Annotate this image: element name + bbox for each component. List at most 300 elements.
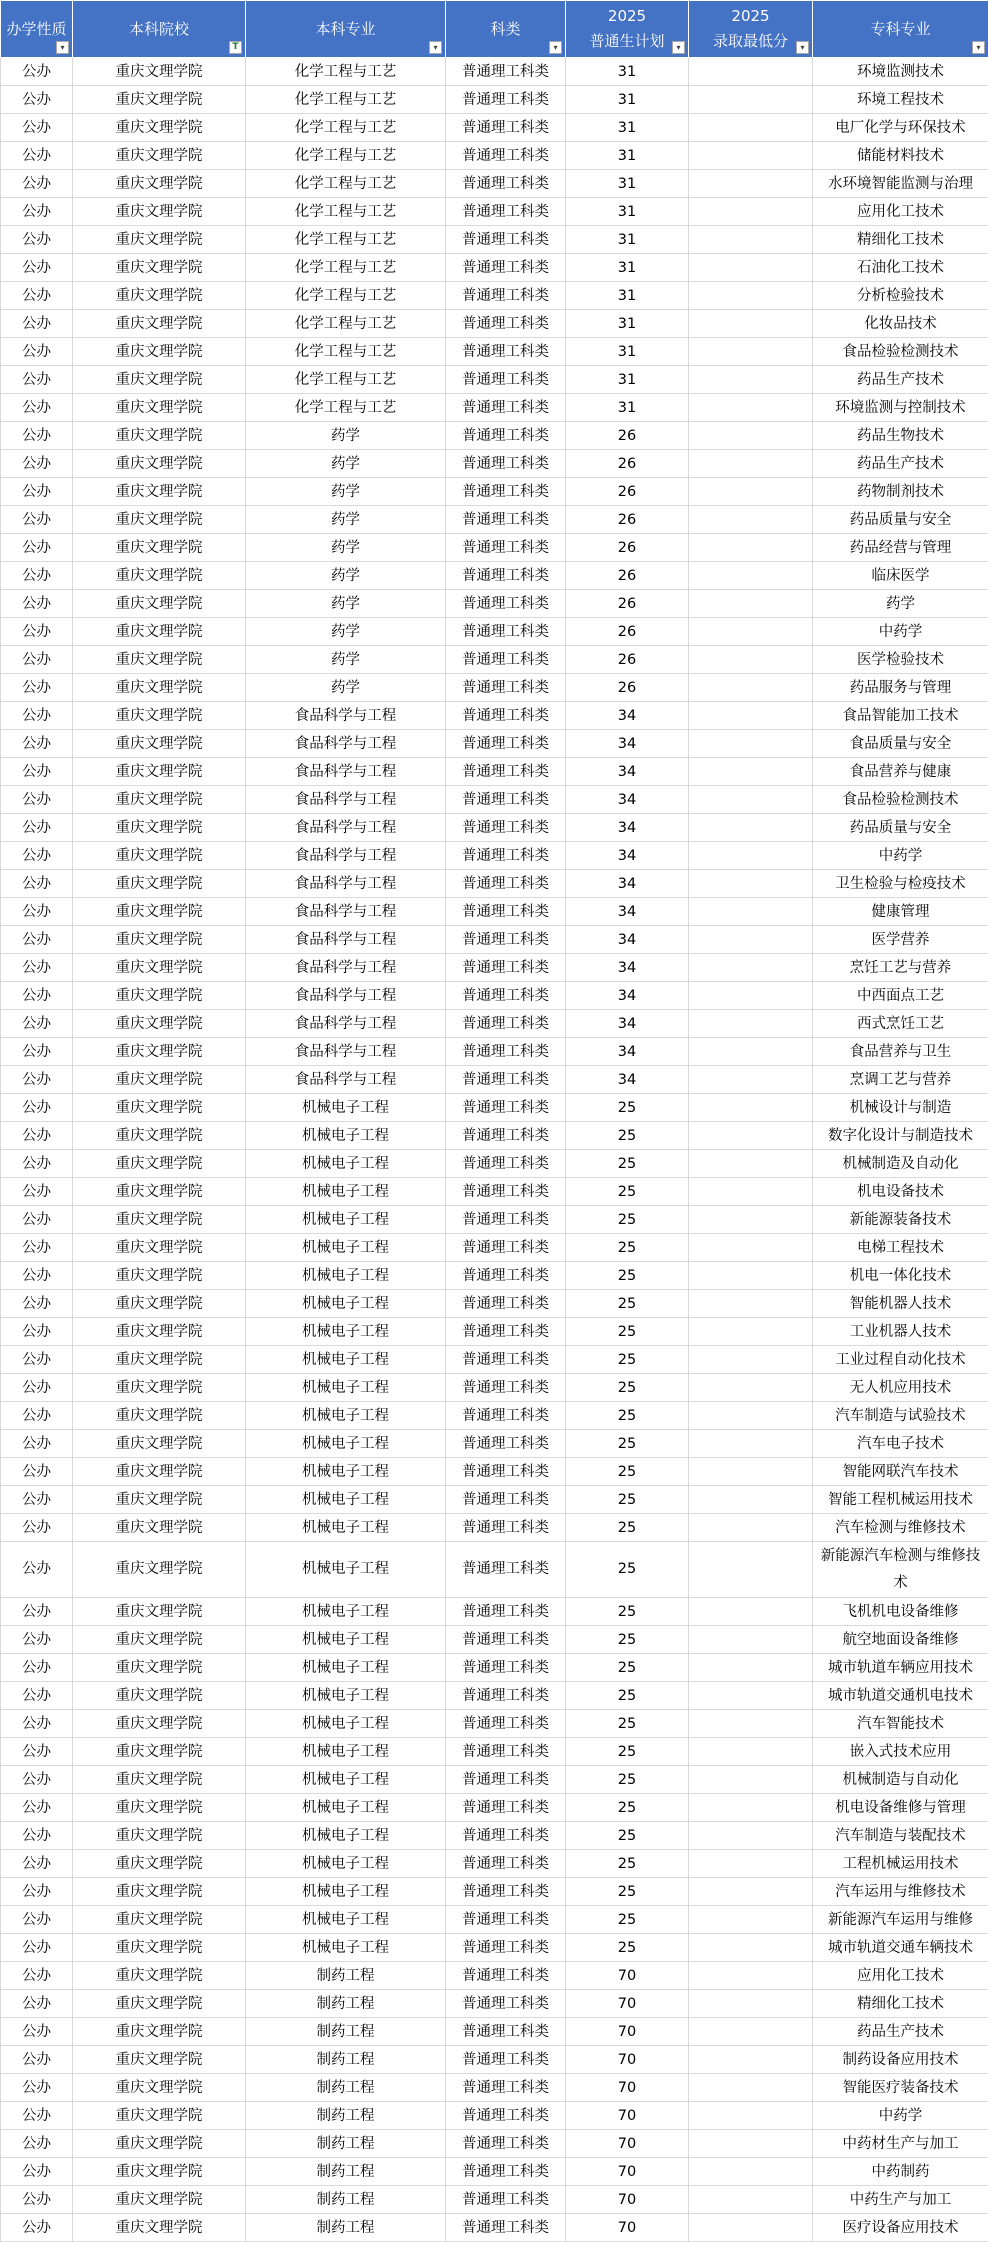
table-cell[interactable]: 机械电子工程 xyxy=(246,1486,446,1514)
table-cell[interactable]: 普通理工科类 xyxy=(446,562,566,590)
table-cell[interactable]: 普通理工科类 xyxy=(446,58,566,86)
table-cell[interactable]: 重庆文理学院 xyxy=(73,1234,246,1262)
table-cell[interactable]: 制药工程 xyxy=(246,2186,446,2214)
table-cell[interactable]: 公办 xyxy=(1,506,73,534)
table-cell[interactable]: 普通理工科类 xyxy=(446,1010,566,1038)
table-cell[interactable]: 重庆文理学院 xyxy=(73,1150,246,1178)
table-cell[interactable]: 普通理工科类 xyxy=(446,2018,566,2046)
table-cell[interactable]: 70 xyxy=(566,2046,689,2074)
table-cell[interactable]: 重庆文理学院 xyxy=(73,758,246,786)
table-cell[interactable] xyxy=(689,1598,813,1626)
table-cell[interactable] xyxy=(689,1934,813,1962)
table-cell[interactable]: 药学 xyxy=(246,618,446,646)
table-cell[interactable]: 无人机应用技术 xyxy=(813,1374,988,1402)
table-cell[interactable]: 普通理工科类 xyxy=(446,1794,566,1822)
table-cell[interactable]: 制药工程 xyxy=(246,2102,446,2130)
table-cell[interactable]: 重庆文理学院 xyxy=(73,1486,246,1514)
table-cell[interactable]: 重庆文理学院 xyxy=(73,2018,246,2046)
table-cell[interactable] xyxy=(689,1262,813,1290)
table-cell[interactable] xyxy=(689,1150,813,1178)
table-cell[interactable]: 普通理工科类 xyxy=(446,254,566,282)
table-cell[interactable]: 重庆文理学院 xyxy=(73,450,246,478)
table-cell[interactable]: 公办 xyxy=(1,1486,73,1514)
table-cell[interactable]: 机械电子工程 xyxy=(246,1430,446,1458)
table-cell[interactable]: 25 xyxy=(566,1542,689,1598)
table-cell[interactable]: 重庆文理学院 xyxy=(73,1094,246,1122)
table-cell[interactable]: 34 xyxy=(566,842,689,870)
table-cell[interactable]: 化学工程与工艺 xyxy=(246,282,446,310)
table-cell[interactable]: 中药制药 xyxy=(813,2158,988,2186)
table-cell[interactable]: 环境监测技术 xyxy=(813,58,988,86)
table-cell[interactable]: 公办 xyxy=(1,730,73,758)
table-cell[interactable]: 公办 xyxy=(1,1542,73,1598)
table-cell[interactable]: 重庆文理学院 xyxy=(73,926,246,954)
table-cell[interactable]: 普通理工科类 xyxy=(446,1906,566,1934)
table-cell[interactable]: 重庆文理学院 xyxy=(73,394,246,422)
table-cell[interactable]: 普通理工科类 xyxy=(446,926,566,954)
table-cell[interactable]: 制药工程 xyxy=(246,2074,446,2102)
table-cell[interactable]: 普通理工科类 xyxy=(446,814,566,842)
table-cell[interactable] xyxy=(689,982,813,1010)
table-cell[interactable]: 重庆文理学院 xyxy=(73,1710,246,1738)
table-cell[interactable]: 公办 xyxy=(1,170,73,198)
table-cell[interactable]: 化学工程与工艺 xyxy=(246,254,446,282)
table-cell[interactable]: 普通理工科类 xyxy=(446,1850,566,1878)
table-cell[interactable]: 普通理工科类 xyxy=(446,2186,566,2214)
table-cell[interactable]: 制药工程 xyxy=(246,1990,446,2018)
table-cell[interactable] xyxy=(689,1626,813,1654)
table-cell[interactable] xyxy=(689,1094,813,1122)
table-cell[interactable] xyxy=(689,926,813,954)
table-cell[interactable]: 70 xyxy=(566,2158,689,2186)
table-cell[interactable]: 25 xyxy=(566,1430,689,1458)
table-cell[interactable]: 公办 xyxy=(1,926,73,954)
table-cell[interactable]: 公办 xyxy=(1,646,73,674)
table-cell[interactable]: 药品质量与安全 xyxy=(813,814,988,842)
table-cell[interactable]: 公办 xyxy=(1,478,73,506)
table-cell[interactable]: 公办 xyxy=(1,618,73,646)
table-cell[interactable]: 重庆文理学院 xyxy=(73,170,246,198)
table-cell[interactable]: 25 xyxy=(566,1710,689,1738)
table-cell[interactable] xyxy=(689,1542,813,1598)
table-cell[interactable]: 机电一体化技术 xyxy=(813,1262,988,1290)
table-cell[interactable]: 重庆文理学院 xyxy=(73,590,246,618)
table-cell[interactable]: 70 xyxy=(566,2186,689,2214)
table-cell[interactable] xyxy=(689,2158,813,2186)
table-cell[interactable]: 重庆文理学院 xyxy=(73,954,246,982)
table-cell[interactable]: 公办 xyxy=(1,1430,73,1458)
table-cell[interactable]: 26 xyxy=(566,674,689,702)
table-cell[interactable]: 机械电子工程 xyxy=(246,1654,446,1682)
table-cell[interactable]: 70 xyxy=(566,2102,689,2130)
table-cell[interactable]: 药学 xyxy=(246,506,446,534)
table-cell[interactable]: 医疗设备应用技术 xyxy=(813,2214,988,2242)
table-cell[interactable]: 食品检验检测技术 xyxy=(813,786,988,814)
table-cell[interactable]: 药学 xyxy=(246,422,446,450)
table-cell[interactable]: 重庆文理学院 xyxy=(73,2074,246,2102)
table-cell[interactable]: 药品经营与管理 xyxy=(813,534,988,562)
table-cell[interactable]: 公办 xyxy=(1,1710,73,1738)
table-cell[interactable]: 药品服务与管理 xyxy=(813,674,988,702)
table-cell[interactable]: 普通理工科类 xyxy=(446,534,566,562)
table-cell[interactable]: 31 xyxy=(566,338,689,366)
table-cell[interactable]: 重庆文理学院 xyxy=(73,1794,246,1822)
table-cell[interactable]: 公办 xyxy=(1,1514,73,1542)
table-cell[interactable]: 化学工程与工艺 xyxy=(246,226,446,254)
table-cell[interactable]: 公办 xyxy=(1,674,73,702)
table-cell[interactable]: 重庆文理学院 xyxy=(73,1654,246,1682)
table-cell[interactable]: 普通理工科类 xyxy=(446,170,566,198)
table-cell[interactable]: 食品科学与工程 xyxy=(246,1038,446,1066)
table-cell[interactable]: 普通理工科类 xyxy=(446,954,566,982)
table-cell[interactable] xyxy=(689,1318,813,1346)
table-cell[interactable]: 重庆文理学院 xyxy=(73,1906,246,1934)
table-cell[interactable]: 工业机器人技术 xyxy=(813,1318,988,1346)
table-cell[interactable]: 机电设备维修与管理 xyxy=(813,1794,988,1822)
table-cell[interactable]: 机械电子工程 xyxy=(246,1626,446,1654)
table-cell[interactable]: 25 xyxy=(566,1374,689,1402)
table-cell[interactable]: 普通理工科类 xyxy=(446,2102,566,2130)
table-cell[interactable]: 重庆文理学院 xyxy=(73,618,246,646)
table-cell[interactable]: 25 xyxy=(566,1794,689,1822)
column-header[interactable] xyxy=(566,1,689,58)
table-cell[interactable] xyxy=(689,786,813,814)
table-cell[interactable]: 化妆品技术 xyxy=(813,310,988,338)
table-cell[interactable]: 机械电子工程 xyxy=(246,1878,446,1906)
table-cell[interactable] xyxy=(689,702,813,730)
table-cell[interactable]: 工程机械运用技术 xyxy=(813,1850,988,1878)
table-cell[interactable] xyxy=(689,674,813,702)
table-cell[interactable]: 公办 xyxy=(1,1122,73,1150)
table-cell[interactable]: 34 xyxy=(566,898,689,926)
table-cell[interactable]: 制药工程 xyxy=(246,2214,446,2242)
table-cell[interactable]: 34 xyxy=(566,954,689,982)
table-cell[interactable]: 中药学 xyxy=(813,618,988,646)
table-cell[interactable]: 机械电子工程 xyxy=(246,1738,446,1766)
table-cell[interactable]: 公办 xyxy=(1,814,73,842)
table-cell[interactable]: 西式烹饪工艺 xyxy=(813,1010,988,1038)
table-cell[interactable]: 新能源装备技术 xyxy=(813,1206,988,1234)
table-cell[interactable]: 重庆文理学院 xyxy=(73,1318,246,1346)
table-cell[interactable]: 公办 xyxy=(1,1850,73,1878)
table-cell[interactable]: 食品营养与卫生 xyxy=(813,1038,988,1066)
table-cell[interactable]: 重庆文理学院 xyxy=(73,2102,246,2130)
table-cell[interactable]: 公办 xyxy=(1,58,73,86)
table-cell[interactable]: 汽车运用与维修技术 xyxy=(813,1878,988,1906)
table-cell[interactable]: 食品营养与健康 xyxy=(813,758,988,786)
table-cell[interactable]: 26 xyxy=(566,478,689,506)
dropdown-arrow-icon[interactable]: ▾ xyxy=(429,41,442,54)
table-cell[interactable] xyxy=(689,1290,813,1318)
table-cell[interactable]: 重庆文理学院 xyxy=(73,702,246,730)
table-cell[interactable]: 公办 xyxy=(1,2046,73,2074)
table-cell[interactable]: 重庆文理学院 xyxy=(73,2158,246,2186)
table-cell[interactable] xyxy=(689,730,813,758)
table-cell[interactable]: 重庆文理学院 xyxy=(73,1066,246,1094)
table-cell[interactable]: 重庆文理学院 xyxy=(73,310,246,338)
table-cell[interactable]: 普通理工科类 xyxy=(446,982,566,1010)
table-cell[interactable]: 公办 xyxy=(1,310,73,338)
table-cell[interactable]: 重庆文理学院 xyxy=(73,982,246,1010)
table-cell[interactable] xyxy=(689,1010,813,1038)
table-cell[interactable]: 应用化工技术 xyxy=(813,1962,988,1990)
table-cell[interactable]: 公办 xyxy=(1,2186,73,2214)
table-cell[interactable]: 公办 xyxy=(1,954,73,982)
table-cell[interactable] xyxy=(689,422,813,450)
table-cell[interactable]: 公办 xyxy=(1,1178,73,1206)
table-cell[interactable]: 普通理工科类 xyxy=(446,1598,566,1626)
table-cell[interactable]: 汽车智能技术 xyxy=(813,1710,988,1738)
table-cell[interactable]: 重庆文理学院 xyxy=(73,1346,246,1374)
table-cell[interactable]: 重庆文理学院 xyxy=(73,1178,246,1206)
table-cell[interactable]: 普通理工科类 xyxy=(446,1430,566,1458)
table-cell[interactable] xyxy=(689,1878,813,1906)
table-cell[interactable]: 机械电子工程 xyxy=(246,1682,446,1710)
table-cell[interactable]: 重庆文理学院 xyxy=(73,478,246,506)
table-cell[interactable]: 重庆文理学院 xyxy=(73,2130,246,2158)
table-cell[interactable]: 食品科学与工程 xyxy=(246,870,446,898)
table-cell[interactable]: 公办 xyxy=(1,422,73,450)
dropdown-arrow-icon[interactable]: ▾ xyxy=(56,41,69,54)
table-cell[interactable]: 重庆文理学院 xyxy=(73,1682,246,1710)
table-cell[interactable]: 25 xyxy=(566,1654,689,1682)
table-cell[interactable] xyxy=(689,2074,813,2102)
table-cell[interactable]: 重庆文理学院 xyxy=(73,1766,246,1794)
table-cell[interactable]: 26 xyxy=(566,534,689,562)
table-cell[interactable]: 机械电子工程 xyxy=(246,1178,446,1206)
table-cell[interactable] xyxy=(689,1346,813,1374)
table-cell[interactable]: 公办 xyxy=(1,786,73,814)
table-cell[interactable]: 机械电子工程 xyxy=(246,1374,446,1402)
table-cell[interactable]: 25 xyxy=(566,1598,689,1626)
table-cell[interactable]: 汽车制造与试验技术 xyxy=(813,1402,988,1430)
table-cell[interactable]: 普通理工科类 xyxy=(446,1822,566,1850)
table-cell[interactable]: 普通理工科类 xyxy=(446,1234,566,1262)
table-cell[interactable]: 25 xyxy=(566,1346,689,1374)
table-cell[interactable]: 机械电子工程 xyxy=(246,1206,446,1234)
table-cell[interactable]: 普通理工科类 xyxy=(446,1206,566,1234)
column-header[interactable] xyxy=(813,1,988,58)
table-cell[interactable]: 重庆文理学院 xyxy=(73,534,246,562)
table-cell[interactable]: 药学 xyxy=(246,590,446,618)
table-cell[interactable]: 机械电子工程 xyxy=(246,1346,446,1374)
table-cell[interactable]: 机械电子工程 xyxy=(246,1766,446,1794)
table-cell[interactable]: 汽车检测与维修技术 xyxy=(813,1514,988,1542)
table-cell[interactable]: 公办 xyxy=(1,86,73,114)
table-cell[interactable]: 普通理工科类 xyxy=(446,394,566,422)
table-cell[interactable]: 中药学 xyxy=(813,842,988,870)
table-cell[interactable]: 重庆文理学院 xyxy=(73,86,246,114)
table-cell[interactable]: 普通理工科类 xyxy=(446,2130,566,2158)
table-cell[interactable] xyxy=(689,58,813,86)
table-cell[interactable]: 城市轨道交通机电技术 xyxy=(813,1682,988,1710)
table-cell[interactable]: 26 xyxy=(566,450,689,478)
table-cell[interactable]: 普通理工科类 xyxy=(446,1934,566,1962)
table-cell[interactable]: 25 xyxy=(566,1094,689,1122)
table-cell[interactable]: 公办 xyxy=(1,254,73,282)
table-cell[interactable]: 34 xyxy=(566,926,689,954)
dropdown-arrow-icon[interactable]: ▾ xyxy=(672,41,685,54)
table-cell[interactable]: 公办 xyxy=(1,898,73,926)
table-cell[interactable]: 34 xyxy=(566,702,689,730)
table-cell[interactable]: 31 xyxy=(566,366,689,394)
table-cell[interactable]: 普通理工科类 xyxy=(446,1318,566,1346)
table-cell[interactable]: 普通理工科类 xyxy=(446,478,566,506)
table-cell[interactable]: 智能医疗装备技术 xyxy=(813,2074,988,2102)
table-cell[interactable]: 25 xyxy=(566,1822,689,1850)
table-cell[interactable] xyxy=(689,338,813,366)
table-cell[interactable]: 普通理工科类 xyxy=(446,702,566,730)
table-cell[interactable]: 普通理工科类 xyxy=(446,2214,566,2242)
table-cell[interactable]: 公办 xyxy=(1,1458,73,1486)
table-cell[interactable]: 城市轨道车辆应用技术 xyxy=(813,1654,988,1682)
table-cell[interactable]: 普通理工科类 xyxy=(446,730,566,758)
table-cell[interactable]: 电厂化学与环保技术 xyxy=(813,114,988,142)
table-cell[interactable]: 中药材生产与加工 xyxy=(813,2130,988,2158)
table-cell[interactable] xyxy=(689,170,813,198)
table-cell[interactable]: 重庆文理学院 xyxy=(73,1822,246,1850)
table-cell[interactable]: 25 xyxy=(566,1850,689,1878)
dropdown-arrow-icon[interactable]: ▾ xyxy=(796,41,809,54)
table-cell[interactable]: 智能机器人技术 xyxy=(813,1290,988,1318)
table-cell[interactable]: 普通理工科类 xyxy=(446,1066,566,1094)
table-cell[interactable]: 25 xyxy=(566,1738,689,1766)
table-cell[interactable]: 公办 xyxy=(1,226,73,254)
table-cell[interactable]: 水环境智能监测与治理 xyxy=(813,170,988,198)
table-cell[interactable]: 机械电子工程 xyxy=(246,1458,446,1486)
table-cell[interactable]: 31 xyxy=(566,142,689,170)
table-cell[interactable] xyxy=(689,1178,813,1206)
table-cell[interactable]: 重庆文理学院 xyxy=(73,338,246,366)
table-cell[interactable]: 电梯工程技术 xyxy=(813,1234,988,1262)
table-cell[interactable] xyxy=(689,1794,813,1822)
table-cell[interactable]: 普通理工科类 xyxy=(446,1178,566,1206)
table-cell[interactable]: 70 xyxy=(566,1962,689,1990)
table-cell[interactable]: 食品科学与工程 xyxy=(246,814,446,842)
table-cell[interactable]: 公办 xyxy=(1,1234,73,1262)
table-cell[interactable]: 公办 xyxy=(1,2074,73,2102)
table-cell[interactable]: 公办 xyxy=(1,1206,73,1234)
table-cell[interactable]: 普通理工科类 xyxy=(446,1878,566,1906)
table-cell[interactable]: 公办 xyxy=(1,1262,73,1290)
table-cell[interactable]: 普通理工科类 xyxy=(446,1290,566,1318)
table-cell[interactable]: 重庆文理学院 xyxy=(73,226,246,254)
table-cell[interactable]: 公办 xyxy=(1,1626,73,1654)
table-cell[interactable]: 公办 xyxy=(1,450,73,478)
table-cell[interactable]: 普通理工科类 xyxy=(446,114,566,142)
table-cell[interactable]: 化学工程与工艺 xyxy=(246,394,446,422)
filter-active-icon[interactable]: T xyxy=(229,41,242,54)
table-cell[interactable] xyxy=(689,1514,813,1542)
table-cell[interactable]: 普通理工科类 xyxy=(446,142,566,170)
table-cell[interactable]: 重庆文理学院 xyxy=(73,1934,246,1962)
table-cell[interactable]: 公办 xyxy=(1,198,73,226)
table-cell[interactable]: 普通理工科类 xyxy=(446,1122,566,1150)
table-cell[interactable]: 药品生产技术 xyxy=(813,2018,988,2046)
table-cell[interactable]: 重庆文理学院 xyxy=(73,422,246,450)
table-cell[interactable]: 机电设备技术 xyxy=(813,1178,988,1206)
table-cell[interactable] xyxy=(689,1206,813,1234)
table-cell[interactable]: 普通理工科类 xyxy=(446,1962,566,1990)
table-cell[interactable]: 25 xyxy=(566,1514,689,1542)
table-cell[interactable] xyxy=(689,1486,813,1514)
table-cell[interactable]: 34 xyxy=(566,1038,689,1066)
table-cell[interactable]: 普通理工科类 xyxy=(446,1038,566,1066)
table-cell[interactable]: 公办 xyxy=(1,366,73,394)
table-cell[interactable]: 25 xyxy=(566,1262,689,1290)
table-cell[interactable]: 重庆文理学院 xyxy=(73,1038,246,1066)
table-cell[interactable]: 制药设备应用技术 xyxy=(813,2046,988,2074)
table-cell[interactable]: 重庆文理学院 xyxy=(73,142,246,170)
table-cell[interactable]: 分析检验技术 xyxy=(813,282,988,310)
table-cell[interactable]: 公办 xyxy=(1,2102,73,2130)
table-cell[interactable]: 新能源汽车检测与维修技术 xyxy=(813,1542,988,1598)
table-cell[interactable]: 药学 xyxy=(246,450,446,478)
table-cell[interactable]: 公办 xyxy=(1,2214,73,2242)
table-cell[interactable] xyxy=(689,562,813,590)
table-cell[interactable]: 普通理工科类 xyxy=(446,870,566,898)
table-cell[interactable]: 31 xyxy=(566,58,689,86)
table-cell[interactable]: 普通理工科类 xyxy=(446,898,566,926)
table-cell[interactable] xyxy=(689,1738,813,1766)
column-header[interactable] xyxy=(73,1,246,58)
table-cell[interactable]: 25 xyxy=(566,1934,689,1962)
table-cell[interactable]: 公办 xyxy=(1,1766,73,1794)
table-cell[interactable]: 重庆文理学院 xyxy=(73,1010,246,1038)
table-cell[interactable]: 34 xyxy=(566,982,689,1010)
table-cell[interactable]: 食品科学与工程 xyxy=(246,898,446,926)
table-cell[interactable]: 公办 xyxy=(1,1066,73,1094)
table-cell[interactable]: 精细化工技术 xyxy=(813,226,988,254)
table-cell[interactable]: 重庆文理学院 xyxy=(73,1122,246,1150)
table-cell[interactable]: 31 xyxy=(566,394,689,422)
table-cell[interactable]: 机械制造及自动化 xyxy=(813,1150,988,1178)
table-cell[interactable]: 化学工程与工艺 xyxy=(246,58,446,86)
table-cell[interactable]: 机械电子工程 xyxy=(246,1542,446,1598)
table-cell[interactable]: 中药学 xyxy=(813,2102,988,2130)
table-cell[interactable]: 机械电子工程 xyxy=(246,1710,446,1738)
table-cell[interactable]: 中西面点工艺 xyxy=(813,982,988,1010)
table-cell[interactable]: 应用化工技术 xyxy=(813,198,988,226)
table-cell[interactable] xyxy=(689,1038,813,1066)
table-cell[interactable]: 公办 xyxy=(1,1654,73,1682)
table-cell[interactable]: 药学 xyxy=(246,478,446,506)
table-cell[interactable]: 34 xyxy=(566,1010,689,1038)
table-cell[interactable]: 公办 xyxy=(1,338,73,366)
table-cell[interactable]: 25 xyxy=(566,1122,689,1150)
table-cell[interactable]: 食品科学与工程 xyxy=(246,842,446,870)
table-cell[interactable] xyxy=(689,1122,813,1150)
table-cell[interactable]: 重庆文理学院 xyxy=(73,2186,246,2214)
table-cell[interactable]: 公办 xyxy=(1,1962,73,1990)
table-cell[interactable] xyxy=(689,506,813,534)
table-cell[interactable]: 普通理工科类 xyxy=(446,1542,566,1598)
table-cell[interactable]: 25 xyxy=(566,1290,689,1318)
table-cell[interactable]: 31 xyxy=(566,114,689,142)
table-cell[interactable]: 普通理工科类 xyxy=(446,226,566,254)
column-header[interactable] xyxy=(689,1,813,58)
table-cell[interactable]: 环境监测与控制技术 xyxy=(813,394,988,422)
table-cell[interactable]: 重庆文理学院 xyxy=(73,562,246,590)
table-cell[interactable]: 化学工程与工艺 xyxy=(246,310,446,338)
table-cell[interactable]: 化学工程与工艺 xyxy=(246,114,446,142)
table-cell[interactable]: 25 xyxy=(566,1402,689,1430)
table-cell[interactable]: 公办 xyxy=(1,2018,73,2046)
table-cell[interactable]: 机械电子工程 xyxy=(246,1122,446,1150)
table-cell[interactable]: 机械电子工程 xyxy=(246,1318,446,1346)
table-cell[interactable]: 重庆文理学院 xyxy=(73,870,246,898)
table-cell[interactable]: 25 xyxy=(566,1878,689,1906)
